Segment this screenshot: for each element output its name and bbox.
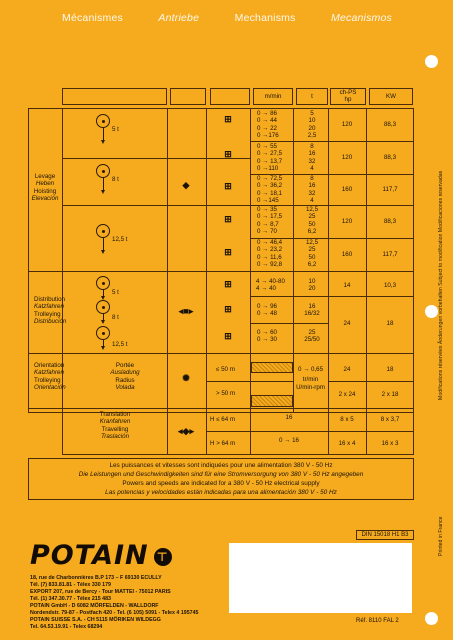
orient-sub-fr: Portée [115, 362, 135, 369]
din-text: DIN 15018 H1 B3 [361, 532, 409, 538]
lift-kw-3: 117,7 [382, 186, 398, 193]
dist-hook-3: 12,5 t [112, 341, 128, 348]
orient-kw-1: 18 [386, 366, 394, 373]
dist-label-block [34, 296, 94, 326]
lift-loads-5: 12,5 25 50 6,2 [305, 239, 319, 269]
dist-label-es: Distribución [34, 318, 67, 326]
motor-icon: ⊞ [224, 114, 232, 124]
orient-unit-2: U/min-rpm [296, 384, 325, 391]
address-line: POTAIN SUISSE S.A. - CH 5115 MÖRIKEN WILDEGG [30, 617, 161, 623]
col-kw-label: KW [386, 93, 396, 100]
dist-ps-1: 14 [343, 282, 351, 289]
orient-hatch-fill [251, 395, 293, 407]
trans-ps-2: 16 x 4 [338, 440, 356, 447]
lift-speeds-1: 0 → 86 0 → 44 0 → 22 0 →176 [257, 110, 279, 140]
printed-in: Printed in France [438, 516, 444, 556]
lift-loads-4: 12,5 25 50 6,2 [305, 206, 319, 236]
hook-icon [96, 224, 110, 238]
motor-icon: ⊞ [224, 331, 232, 341]
binder-hole-top [425, 55, 438, 68]
note-en: Powers and speeds are indicated for a 380 V - 50 Hz electrical supply [122, 480, 320, 487]
lift-ps-4: 120 [341, 218, 353, 225]
address-line: POTAIN GmbH - D 6082 MÖRFELDEN - WALLDORF [30, 603, 159, 609]
dealer-stamp-box [229, 543, 412, 613]
potain-logo [30, 540, 172, 571]
lift-ps-2: 120 [341, 154, 353, 161]
motor-icon: ⊞ [224, 181, 232, 191]
hoist-drum-icon: ◆ [182, 180, 190, 190]
lift-kw-4: 88,3 [383, 218, 397, 225]
brand-name: POTAIN [30, 540, 149, 571]
note-fr: Les puissances et vitesses sont indiquées pour une alimentation 380 V - 50 Hz [109, 462, 333, 469]
motor-icon: ⊞ [224, 304, 232, 314]
col-power-label-a: ch-PS [339, 89, 357, 96]
trans-label-block [70, 411, 160, 441]
orient-label-block [34, 362, 84, 392]
address-line: Tél. (7) 833.81.81 - Télex 330 179 [30, 582, 111, 588]
orient-speed: 0 → 0,65 [297, 366, 324, 373]
orient-sub-de: Ausladung [110, 369, 140, 377]
lift-ps-3: 160 [341, 186, 353, 193]
lift-hook-2: 8 t [112, 176, 119, 183]
binder-hole-middle [425, 305, 438, 318]
orient-ps-2: 2 x 24 [338, 391, 356, 398]
orient-radius-2: > 50 m [216, 390, 236, 397]
lift-label-en: Hoisting [33, 187, 57, 195]
col-speed-head [253, 88, 293, 105]
reference: Réf. 8110 FAL 2 [356, 618, 399, 624]
orient-label-en: Trolleying [34, 376, 61, 384]
orient-sub-block [95, 362, 155, 392]
trans-label-fr: Translation [99, 411, 131, 418]
travel-icon: ◂◆▸ [178, 426, 194, 436]
lift-label-de: Heben [35, 180, 55, 188]
lift-kw-5: 117,7 [382, 251, 398, 258]
binder-hole-bottom [425, 612, 438, 625]
lift-ps-5: 160 [341, 251, 353, 258]
header-es: Mecanismos [331, 12, 392, 24]
trans-label-es: Traslación [100, 433, 130, 441]
header-de: Antriebe [158, 12, 200, 24]
trolley-icon: ◂■▸ [178, 306, 194, 316]
motor-icon: ⊞ [224, 247, 232, 257]
orient-ps-1: 24 [343, 366, 351, 373]
orient-sub-es: Volada [115, 384, 135, 392]
trans-height-1: H ≤ 64 m [210, 416, 236, 423]
dist-loads-2: 16 16/32 [304, 303, 320, 318]
dist-loads-3: 25 25/50 [304, 329, 320, 344]
lift-speeds-3: 0 → 72,5 0 → 36,2 0 → 18,1 0 →145 [257, 175, 283, 205]
col-head-1 [62, 88, 167, 105]
dist-kw-2: 18 [386, 320, 394, 327]
dist-label-de: Katzfahren [34, 303, 64, 311]
page-header [62, 12, 392, 24]
trans-speed-2: 0 → 16 [279, 437, 299, 444]
lift-loads-1: 5 10 20 2,5 [307, 110, 317, 140]
side-note: Modifications réservées Änderungen vorbehalten Subject to modification Modificaciones reservadas [438, 170, 444, 400]
hook-icon [96, 300, 110, 314]
address-block [30, 575, 199, 631]
orient-label-es: Orientación [34, 384, 66, 392]
trans-label-en: Travelling [101, 425, 129, 433]
address-line: EXPORT 207, rue de Bercy - Tour MATTEI - 75012 PARIS [30, 589, 171, 595]
hook-icon [96, 114, 110, 128]
trans-speed-1: 16 [285, 414, 293, 421]
lift-label-fr: Levage [34, 173, 56, 180]
lift-loads-3: 8 16 32 4 [308, 175, 316, 205]
lift-kw-2: 88,3 [383, 154, 397, 161]
col-head-3 [210, 88, 250, 105]
address-line: 18, rue de Charbonnières B.P 173 – F 69130 ECULLY [30, 575, 162, 581]
lift-loads-2: 8 16 32 4 [308, 143, 316, 173]
lift-hook-3: 12,5 t [112, 236, 128, 243]
lift-speeds-5: 0 → 46,4 0 → 23,2 0 → 11,6 0 → 92,8 [257, 239, 283, 269]
col-power-head [330, 88, 366, 105]
lift-ps-1: 120 [341, 121, 353, 128]
col-speed-label: m/min [264, 93, 282, 100]
crane-logo-icon: ⊤ [154, 548, 172, 566]
dist-ps-2: 24 [343, 320, 351, 327]
hook-icon [96, 326, 110, 340]
col-load-label: t [311, 93, 313, 100]
dist-hook-1: 5 t [112, 289, 119, 296]
dist-hook-2: 8 t [112, 314, 119, 321]
col-load-head [296, 88, 328, 105]
lift-kw-1: 88,3 [383, 121, 397, 128]
dist-label-fr: Distribution [34, 296, 65, 303]
address-line: Nordendstr. 79-87 - Postfach 420 - Tel. (6 105) 5091 - Telex 4 195745 [30, 610, 199, 616]
trans-ps-1: 8 x 5 [340, 416, 354, 423]
lift-label-block [28, 173, 62, 203]
orient-hatch-fill [251, 362, 293, 373]
motor-icon: ⊞ [224, 214, 232, 224]
header-fr: Mécanismes [62, 12, 123, 24]
note-es: Las potencias y velocidades están indicadas para una alimentación 380 V - 50 Hz [105, 489, 337, 496]
note-de: Die Leistungen und Geschwindigkeiten sind für eine Stromversorgung von 380 V - 50 Hz angegeben [78, 471, 364, 478]
trans-kw-1: 8 x 3,7 [380, 416, 400, 423]
hook-icon [96, 164, 110, 178]
dist-speeds-1: 4 → 40-80 4 → 40 [256, 278, 285, 293]
din-box [356, 530, 414, 540]
lift-hook-1: 5 t [112, 126, 119, 133]
col-power-label-b: hp [344, 96, 352, 103]
hook-icon [96, 276, 110, 290]
lift-label-es: Elevación [31, 195, 59, 203]
dist-label-en: Trolleying [34, 310, 61, 318]
address-line: Tel. 64.53.19.91 - Telex 68294 [30, 624, 103, 630]
lift-speeds-2: 0 → 55 0 → 27,5 0 → 13,7 0 →110 [257, 143, 283, 173]
dist-speeds-2: 0 → 96 0 → 48 [257, 303, 277, 318]
col-kw-head [369, 88, 413, 105]
trans-label-de: Kranfahren [99, 418, 131, 426]
trans-height-2: H > 64 m [210, 440, 236, 447]
orient-label-fr: Orientation [34, 362, 65, 369]
orient-kw-2: 2 x 18 [381, 391, 399, 398]
header-en: Mechanisms [234, 12, 296, 24]
col-head-2 [170, 88, 206, 105]
trans-kw-2: 16 x 3 [381, 440, 399, 447]
orient-radius-1: ≤ 50 m [216, 366, 235, 373]
power-note [28, 458, 414, 500]
lift-speeds-4: 0 → 35 0 → 17,5 0 → 8,7 0 → 70 [257, 206, 283, 236]
orient-unit-1: tr/min [302, 376, 319, 383]
motor-icon: ⊞ [224, 279, 232, 289]
dist-kw-1: 10,3 [383, 282, 397, 289]
slewing-icon: ✺ [182, 373, 190, 383]
orient-sub-en: Radius [115, 376, 135, 384]
dist-loads-1: 10 20 [308, 278, 316, 293]
dist-speeds-3: 0 → 60 0 → 30 [257, 329, 277, 344]
address-line: Tél. (1) 347.30.77 - Télex 215 483 [30, 596, 111, 602]
orient-label-de: Katzfahren [34, 369, 64, 377]
motor-icon: ⊞ [224, 149, 232, 159]
